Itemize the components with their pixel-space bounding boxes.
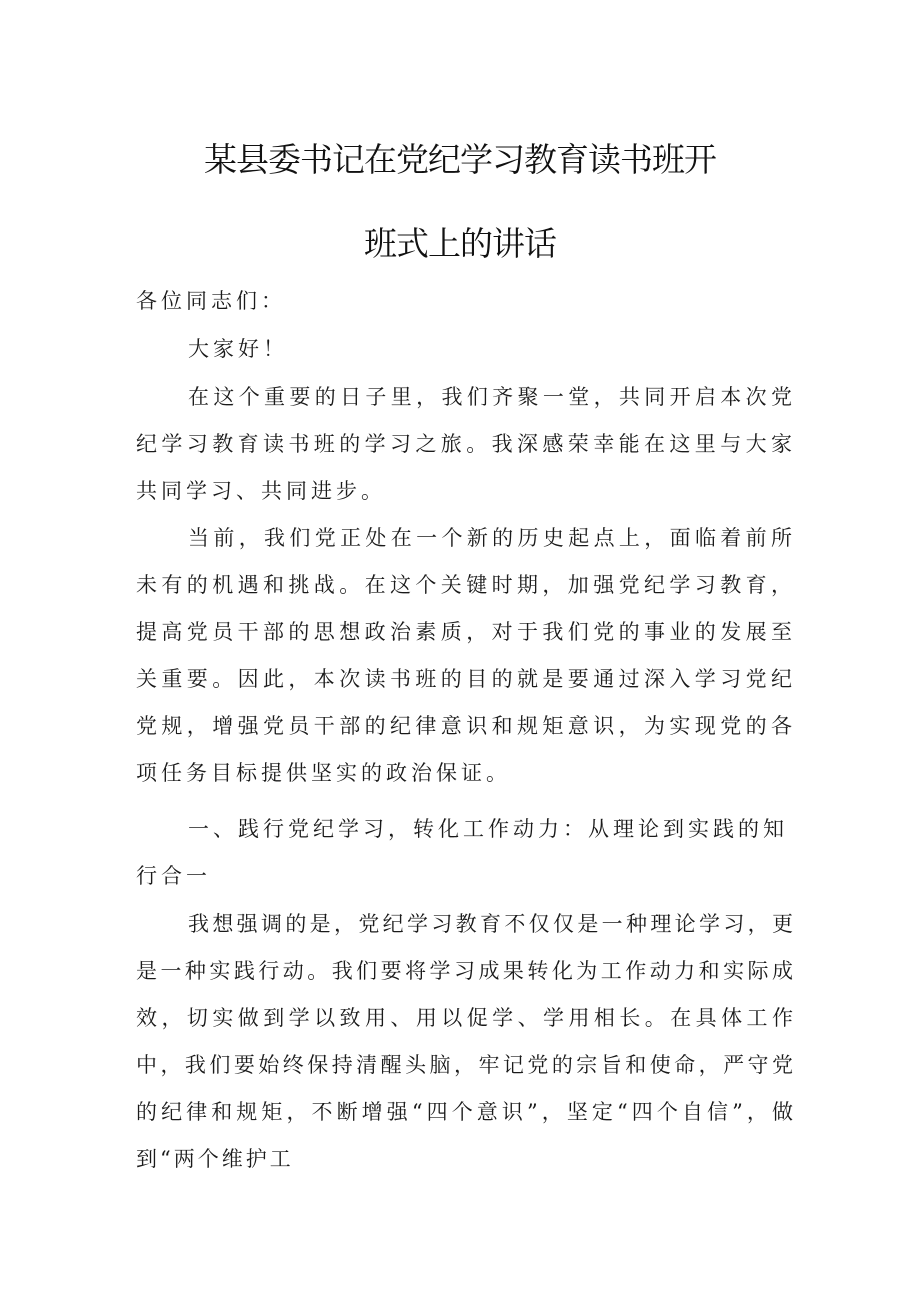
paragraph-background: 当前，我们党正处在一个新的历史起点上，面临着前所未有的机遇和挑战。在这个关键时期，加强党纪学习教育，提高党员干部的思想政治素质，对于我们党的事业的发展至关重要。因此，本次读书班的目的就是要通过深入学习党纪党规，增强党员干部的纪律意识和规矩意识，为实现党的各项任务目标提供坚实的政治保证。 [136,526,796,785]
document-title-line-1: 某县委书记在党纪学习教育读书班开 [204,140,716,179]
document-title-line-2: 班式上的讲话 [364,224,556,263]
paragraph-opening: 在这个重要的日子里，我们齐聚一堂，共同开启本次党纪学习教育读书班的学习之旅。我深感荣幸能在这里与大家共同学习、共同进步。 [136,385,796,503]
section-heading-1: 一、践行党纪学习，转化工作动力：从理论到实践的知行合一 [136,817,788,888]
paragraph-practice: 我想强调的是，党纪学习教育不仅仅是一种理论学习，更是一种实践行动。我们要将学习成果转化为工作动力和实际成效，切实做到学以致用、用以促学、学用相长。在具体工作中，我们要始终保持清醒头脑，牢记党的宗旨和使命，严守党的纪律和规矩，不断增强“四个意识”，坚定“四个自信”，做到“两个维护工 [136,912,796,1171]
salutation: 各位同志们： [136,289,286,313]
greeting: 大家好！ [188,337,288,361]
